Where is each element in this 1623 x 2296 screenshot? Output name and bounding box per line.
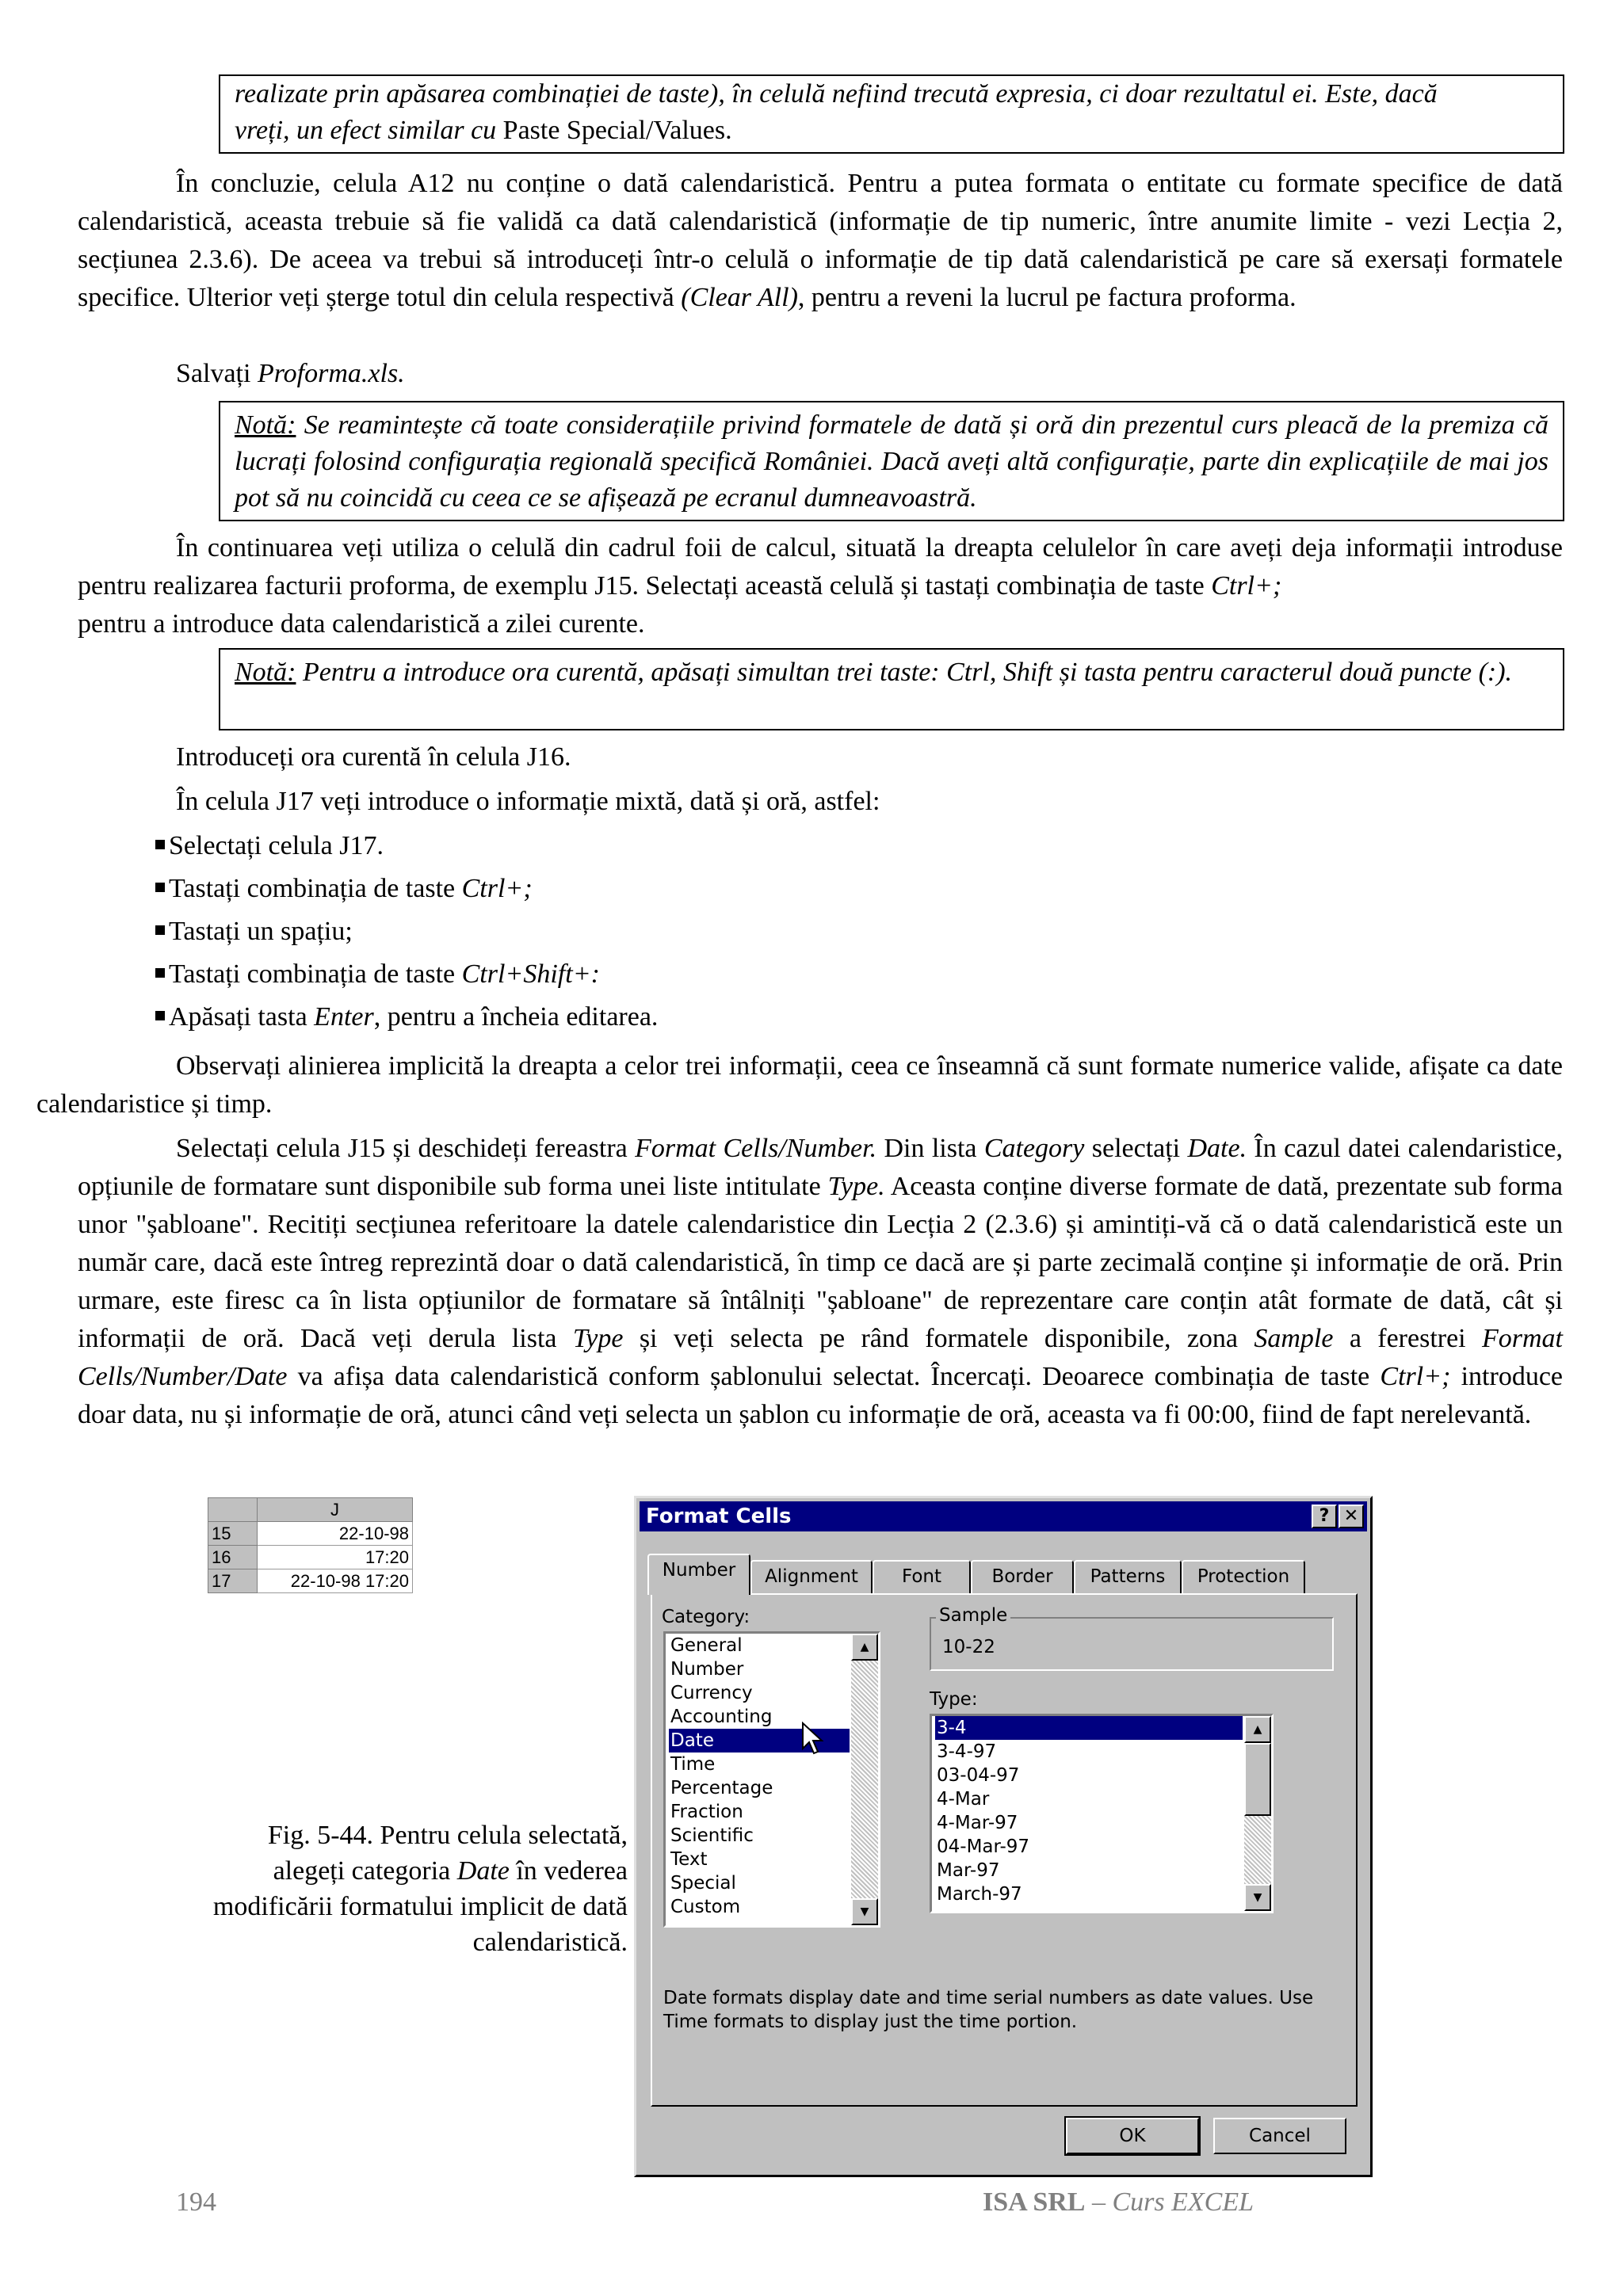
shortcut-ctrl-semicolon: Ctrl+;	[1211, 571, 1282, 601]
column-header-j[interactable]: J	[258, 1498, 413, 1522]
tab-patterns[interactable]: Patterns	[1074, 1560, 1182, 1593]
bullet-marker	[155, 968, 165, 978]
tab-border[interactable]: Border	[971, 1560, 1074, 1593]
footer-separator: –	[1085, 2187, 1113, 2217]
note-label: Notă:	[235, 658, 296, 687]
category-scrollbar[interactable]	[851, 1634, 878, 1925]
para6-text: selectați	[1084, 1134, 1188, 1163]
tab-alignment[interactable]: Alignment	[750, 1560, 873, 1593]
save-filename: Proforma.xls.	[257, 359, 405, 388]
scroll-up-icon[interactable]: ▲	[851, 1634, 878, 1661]
category-item[interactable]: Scientific	[670, 1825, 754, 1846]
para6-italic: Sample	[1254, 1324, 1334, 1353]
para6-text: și veți selecta pe rând formatele disponibile, zona	[623, 1324, 1254, 1353]
para6-text: Din lista	[876, 1134, 984, 1163]
para6-text: Selectați celula J15 și deschideți fereastra	[176, 1134, 636, 1163]
note-top-line1: realizate prin apăsarea combinației de taste), în celulă nefiind trecută expresia, ci doar rezultatul ei. Este, dacă	[235, 79, 1438, 109]
help-button[interactable]: ?	[1312, 1505, 1337, 1528]
bullet-text: Tastați combinația de taste	[169, 874, 462, 903]
scroll-down-icon[interactable]: ▼	[1244, 1884, 1271, 1911]
para6-italic: Category	[983, 1134, 1085, 1163]
format-description: Date formats display date and time serial numbers as date values. Use Time formats to display just the time portion.	[663, 1988, 1314, 2032]
bullet-text: Selectați celula J17.	[169, 831, 384, 860]
course-name: Curs EXCEL	[1112, 2187, 1254, 2217]
scroll-thumb[interactable]	[1244, 1743, 1271, 1816]
note-top-line2-tail: Paste Special/Values.	[496, 116, 732, 145]
category-item[interactable]: Special	[670, 1873, 736, 1894]
type-item[interactable]: 03-04-97	[937, 1765, 1020, 1786]
cell-j15[interactable]: 22-10-98	[258, 1522, 413, 1546]
bullet-item	[155, 955, 600, 994]
category-item[interactable]: Fraction	[670, 1802, 743, 1822]
note-text: Se reamintește că toate considerațiile privind formatele de dată și oră din prezentul curs pleacă de la premiza că lucrați folosind configurația regională specifică României. Dacă aveți altă configurație, parte din explicațiile de mai jos pot să nu coincidă cu ceea ce se afișează pe ecranul dumneavoastră.	[235, 410, 1549, 513]
excel-corner	[208, 1498, 258, 1522]
type-label: Type:	[930, 1689, 978, 1710]
paragraph-continue-tail: pentru a introduce data calendaristică a zilei curente.	[78, 609, 645, 639]
cell-j17[interactable]: 22-10-98 17:20	[258, 1569, 413, 1593]
dialog-title: Format Cells	[646, 1505, 792, 1528]
para6-italic: Type	[572, 1324, 624, 1353]
bullet-item	[155, 870, 533, 908]
type-item[interactable]: 4-Mar-97	[937, 1813, 1018, 1833]
bullet-item	[155, 998, 658, 1036]
category-item[interactable]: Text	[670, 1849, 708, 1870]
row-header[interactable]: 15	[208, 1522, 258, 1546]
paragraph-conclusion-text: În concluzie, celula A12 nu conține o dată calendaristică. Pentru a putea formata o entitate cu formate specifice de dată calendaristică, aceasta trebuie să fie validă ca dată calendaristică (informație de tip numeric, între anumite limite - vezi Lecția 2, secțiunea 2.3.6). De aceea va trebui să introduceți într-o celulă o informație de tip dată calendaristică pe care să exersați formatele specifice. Ulterior veți șterge totul din celula respectivă	[78, 169, 1563, 312]
para6-italic: Type.	[827, 1172, 885, 1201]
category-item-selected[interactable]: Date	[669, 1729, 850, 1753]
brand-name: ISA SRL	[983, 2187, 1086, 2217]
bullet-marker	[155, 1011, 165, 1020]
category-item[interactable]: Custom	[670, 1897, 741, 1917]
scroll-up-icon[interactable]: ▲	[1244, 1716, 1271, 1743]
excel-row	[208, 1522, 413, 1546]
category-item[interactable]: Number	[670, 1659, 744, 1680]
para6-italic: Date.	[1187, 1134, 1247, 1163]
paragraph-conclusion-tail: , pentru a reveni la lucrul pe factura proforma.	[797, 283, 1296, 312]
bullet-text: Tastați un spațiu;	[169, 917, 353, 946]
figure-caption	[190, 1817, 628, 1960]
scroll-down-icon[interactable]: ▼	[851, 1898, 878, 1925]
tab-font[interactable]: Font	[873, 1560, 971, 1593]
paragraph-mixed: În celula J17 veți introduce o informație mixtă, dată și oră, astfel:	[176, 787, 880, 816]
bullet-tail: , pentru a încheia editarea.	[373, 1002, 659, 1032]
note-box-regional	[219, 401, 1564, 521]
paragraph-alignment: Observați alinierea implicită la dreapta a celor trei informații, ceea ce înseamnă că sunt formate numerice valide, afișate ca date calendaristice și timp.	[36, 1051, 1563, 1119]
save-prefix: Salvați	[176, 359, 258, 388]
bullet-italic: Ctrl+;	[461, 874, 533, 903]
save-line	[176, 355, 405, 393]
note-label: Notă:	[235, 410, 296, 440]
bullet-text: Apăsați tasta	[169, 1002, 315, 1032]
category-item[interactable]: Accounting	[670, 1707, 773, 1727]
category-list[interactable]	[663, 1631, 880, 1928]
tab-number[interactable]: Number	[647, 1554, 750, 1595]
type-item-selected[interactable]: 3-4	[935, 1716, 1243, 1740]
page-number: 194	[176, 2187, 216, 2217]
caption-text: Fig. 5-44. Pentru celula selectată, alegeți categoria	[267, 1821, 628, 1886]
category-item[interactable]: General	[670, 1635, 743, 1656]
footer-brand	[983, 2183, 1254, 2222]
excel-row	[208, 1546, 413, 1569]
note-text: Pentru a introduce ora curentă, apăsați simultan trei taste: Ctrl, Shift și tasta pentru caracterul două puncte (:).	[296, 658, 1513, 687]
bullet-marker	[155, 840, 165, 849]
row-header[interactable]: 16	[208, 1546, 258, 1569]
paragraph-format-cells	[78, 1130, 1563, 1434]
para6-text: va afișa data calendaristică conform șablonului selectat. Încercați. Deoarece combinația de taste	[287, 1362, 1381, 1391]
sample-group	[930, 1605, 1334, 1671]
ok-button[interactable]: OK	[1066, 2118, 1199, 2154]
paragraph-continue	[78, 529, 1563, 643]
row-header[interactable]: 17	[208, 1569, 258, 1593]
sample-value: 10-22	[942, 1637, 995, 1657]
format-cells-dialog	[634, 1496, 1373, 2177]
note-box-top	[219, 74, 1564, 154]
bullet-item	[155, 913, 353, 951]
dialog-titlebar[interactable]	[640, 1501, 1367, 1531]
bullet-marker	[155, 925, 165, 935]
cancel-button[interactable]: Cancel	[1213, 2118, 1346, 2154]
category-item[interactable]: Percentage	[670, 1778, 773, 1798]
bullet-italic: Ctrl+Shift+:	[461, 959, 600, 989]
paragraph-time: Introduceți ora curentă în celula J16.	[176, 742, 571, 772]
para6-text: În cazul datei calendaristice, opțiunile de formatare sunt disponibile sub forma unei liste intitulate	[78, 1134, 1563, 1201]
note-box-time	[219, 648, 1564, 730]
note-top-line2: vreți, un efect similar cu	[235, 116, 497, 145]
category-item[interactable]: Time	[670, 1754, 716, 1775]
para6-italic: Format Cells/Number.	[635, 1134, 877, 1163]
close-button[interactable]: ✕	[1338, 1505, 1364, 1528]
para6-italic: Format Cells/Number/Date	[78, 1324, 1563, 1391]
category-item[interactable]: Currency	[670, 1683, 753, 1703]
sample-label: Sample	[936, 1604, 1010, 1627]
bullet-text: Tastați combinația de taste	[169, 959, 462, 989]
bullet-italic: Enter	[314, 1002, 374, 1032]
para6-text: a ferestrei	[1333, 1324, 1482, 1353]
type-item[interactable]: 3-4-97	[937, 1741, 997, 1762]
category-label: Category:	[662, 1607, 750, 1627]
type-item[interactable]: Mar-97	[937, 1860, 1000, 1881]
para6-text: introduce doar data, nu și informație de oră, atunci când veți selecta un șablon cu informație de oră, aceasta va fi 00:00, fiind de fapt nerelevantă.	[78, 1362, 1563, 1429]
type-list[interactable]	[930, 1714, 1274, 1913]
type-item[interactable]: 04-Mar-97	[937, 1836, 1030, 1857]
mouse-pointer-icon	[801, 1722, 825, 1756]
number-panel	[651, 1593, 1358, 2107]
caption-tail: în vederea modificării formatului implicit de dată calendaristică.	[212, 1856, 628, 1957]
excel-header-row	[208, 1498, 413, 1522]
bullet-marker	[155, 883, 165, 892]
caption-italic: Date	[456, 1856, 510, 1886]
clear-all-term: (Clear All)	[681, 283, 798, 312]
type-scrollbar[interactable]	[1244, 1716, 1271, 1911]
type-item[interactable]: 4-Mar	[937, 1789, 990, 1810]
tab-protection[interactable]: Protection	[1182, 1560, 1305, 1593]
bullet-item	[155, 827, 384, 865]
cell-j16[interactable]: 17:20	[258, 1546, 413, 1569]
paragraph-conclusion	[78, 165, 1563, 317]
para6-text: Aceasta conține diverse formate de dată, prezentate sub forma unor "șabloane". Recitiți secțiunea referitoare la datele calendaristice din Lecția 2 (2.3.6) și amintiți-vă că o dată calendaristică este un număr care, dacă este întreg reprezintă doar o dată calendaristică, în timp ce dacă are și parte zecimală conține și informație de oră. Prin urmare, este firesc ca în lista opțiunilor de formatare să întâlniți "șabloane" de reprezentare care conțin atât formate de dată, cât și informații de oră. Dacă veți derula lista	[78, 1172, 1564, 1353]
excel-snippet	[208, 1497, 413, 1593]
para6-italic: Ctrl+;	[1380, 1362, 1451, 1391]
excel-row	[208, 1569, 413, 1593]
paragraph-continue-text: În continuarea veți utiliza o celulă din cadrul foii de calcul, situată la dreapta celulelor în care aveți deja informații introduse pentru realizarea facturii proforma, de exemplu J15. Selectați această celulă și tastați combinația de taste	[78, 533, 1563, 601]
type-item[interactable]: March-97	[937, 1884, 1022, 1905]
